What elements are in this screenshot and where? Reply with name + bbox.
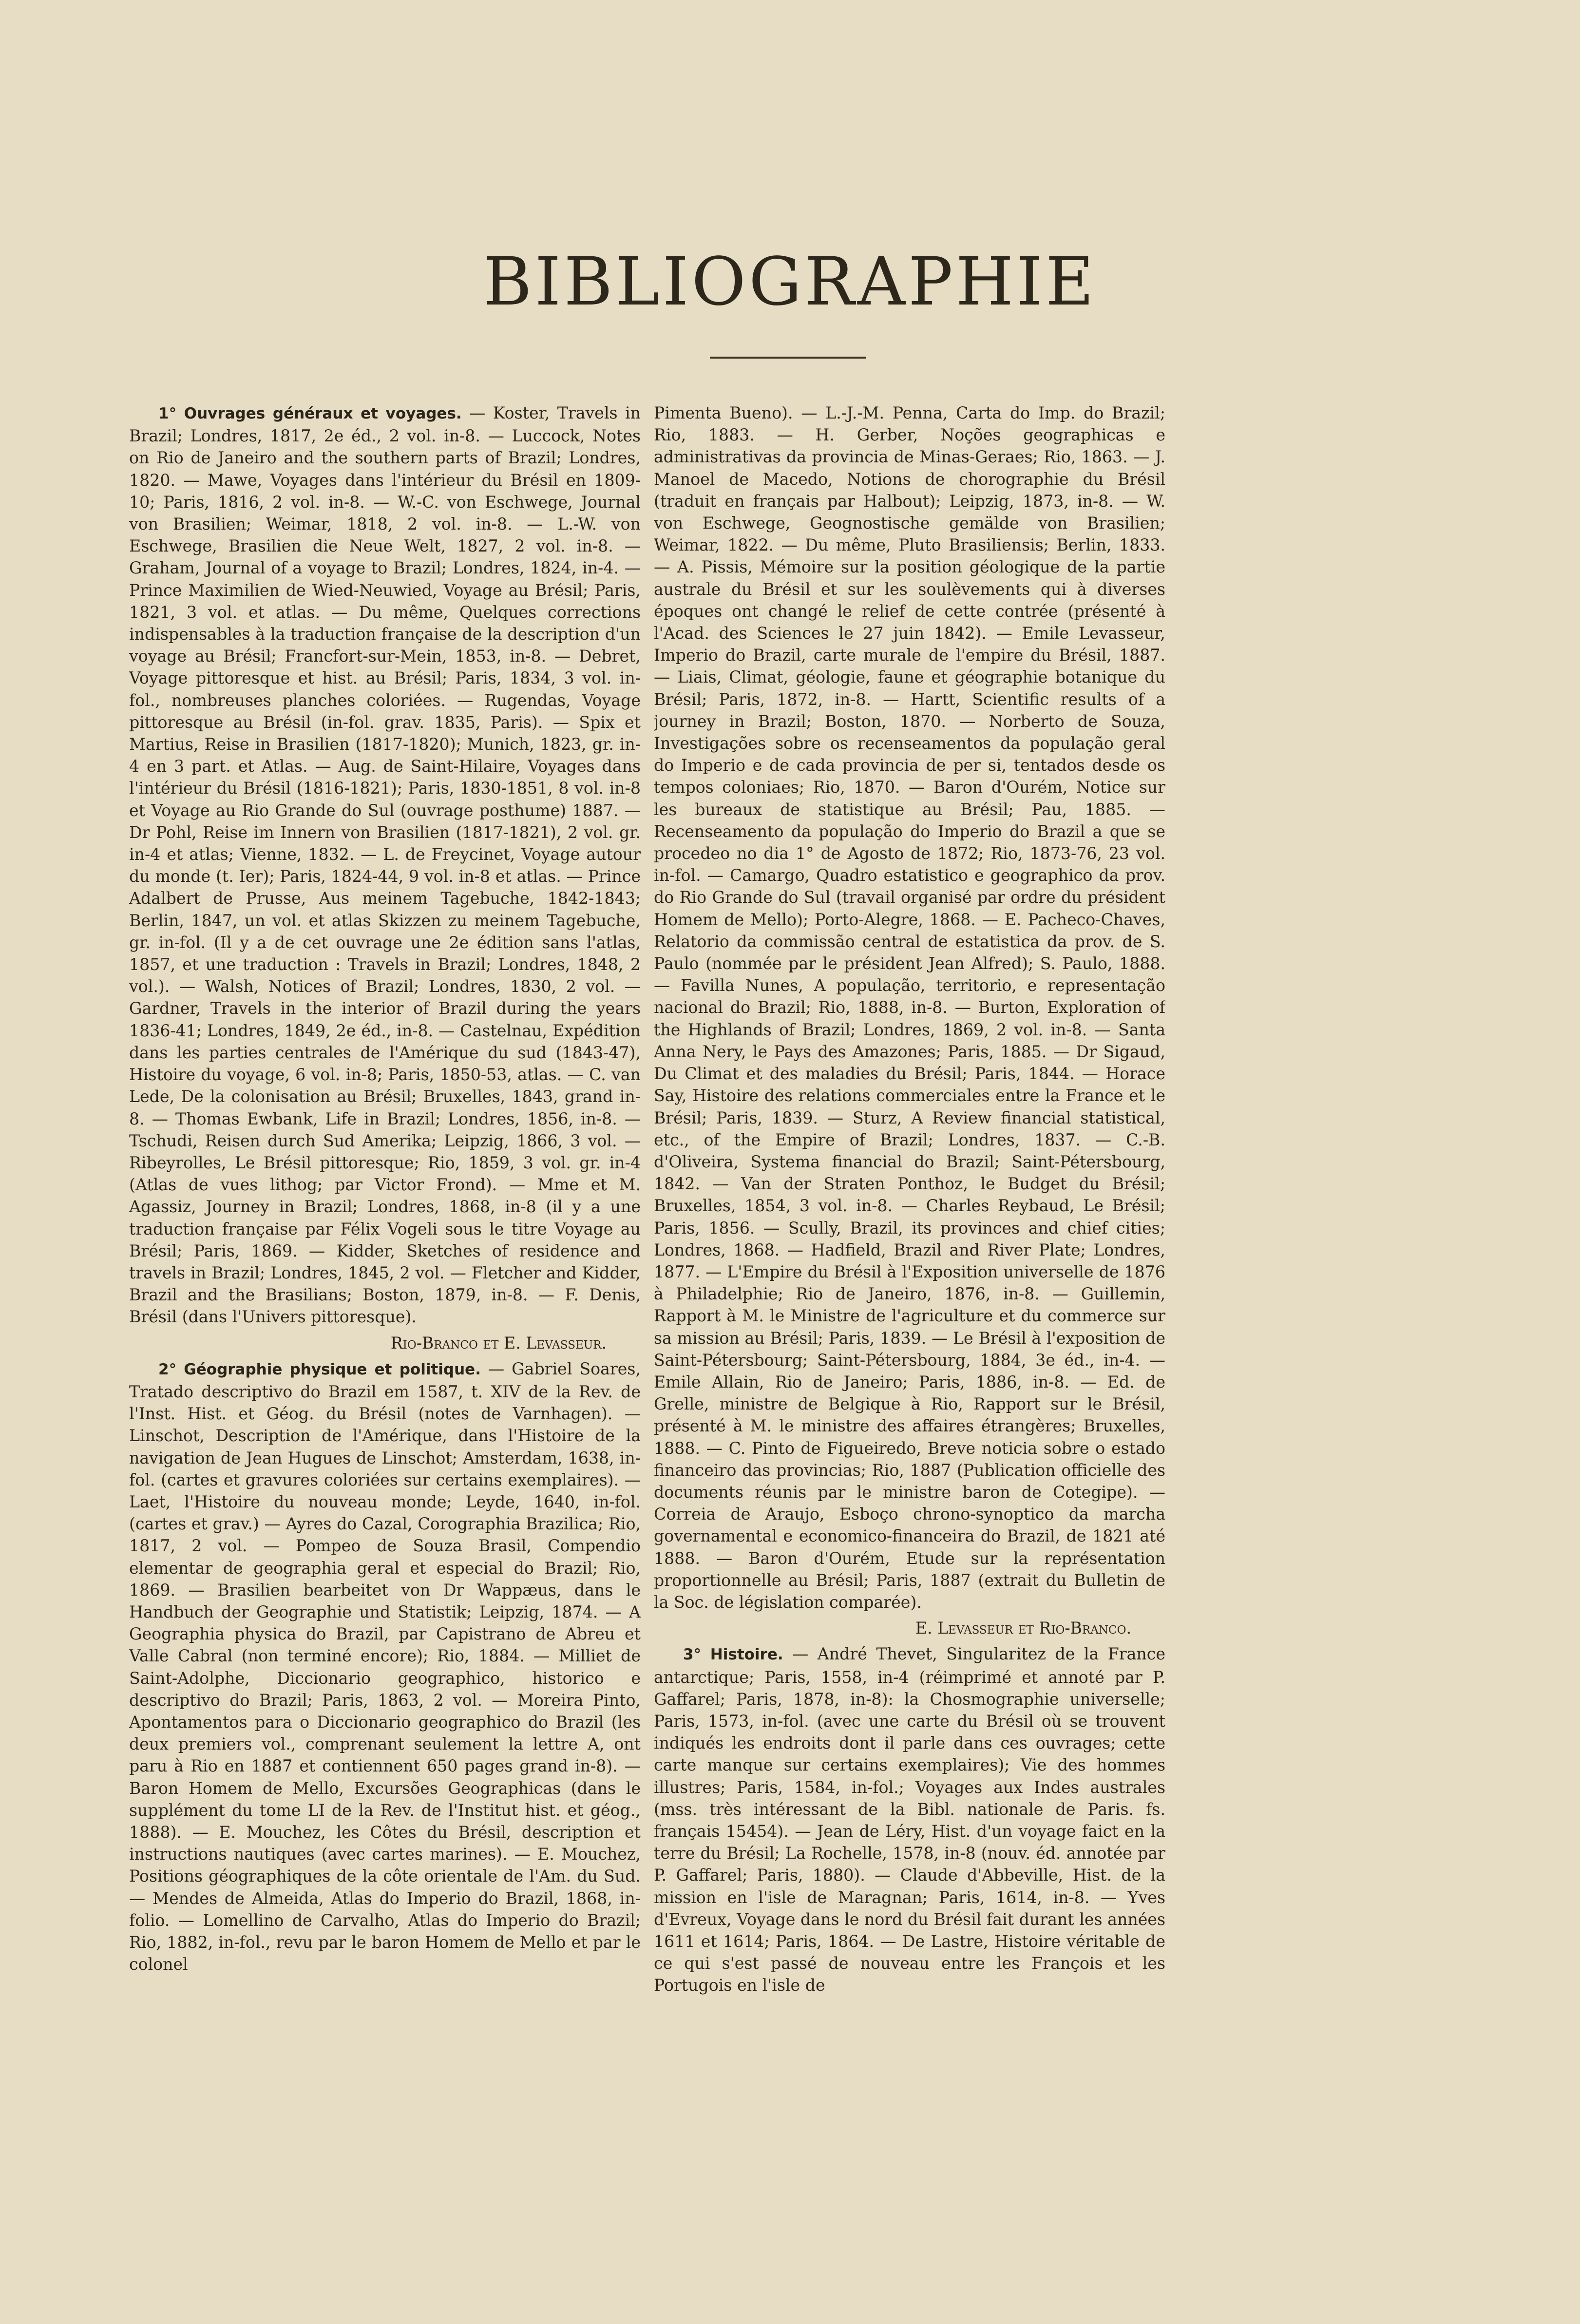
section-2-heading: 2° Géographie physique et politique. <box>158 1360 481 1378</box>
section-1-signature: Rio-Branco et E. Levasseur. <box>390 1333 607 1352</box>
section-2-continued: Pimenta Bueno). — L.-J.-M. Penna, Carta do Imp. do Brazil; Rio, 1883. — H. Gerber, Noções geographicas e administrativas da provincia de Minas-Geraes; Rio, 1863. — J. Manoel de Macedo, Notions de chorographie du Brésil (traduit en français par Halbout); Leipzig, 1873, in-8. — W. von Eschwege, Geognostische gemälde von Brasilien; Weimar, 1822. — Du même, Pluto Brasiliensis; Berlin, 1833. — A. Pissis, Mémoire sur la position géologique de la partie australe du Brésil et sur les soulèvements qui à diverses époques ont changé le relief de cette contrée (présenté à l'Acad. des Sciences le 27 juin 1842). — Emile Levasseur, Imperio do Brazil, carte murale de l'empire du Brésil, 1887. — Liais, Climat, géologie, faune et géographie botanique du Brésil; Paris, 1872, in-8. — Hartt, Scientific results of a journey in Brazil; Boston, 1870. — Norberto de Souza, Investigações sobre os recenseamentos da população geral do Imperio e de cada provincia de per si, tentados desde os tempos coloniaes; Rio, 1870. — Baron d'Ourém, Notice sur les bureaux de statistique au Brésil; Pau, 1885. — Recenseamento da população do Imperio do Brazil a que se procedeo no dia 1° de Agosto de 1872; Rio, 1873-76, 23 vol. in-fol. — Camargo, Quadro estatistico e geographico da prov. do Rio Grande do Sul (travail organisé par ordre du président Homem de Mello); Porto-Alegre, 1868. — E. Pacheco-Chaves, Relatorio da commissão central de estatistica da prov. de S. Paulo (nommée par le président Jean Alfred); S. Paulo, 1888. — Favilla Nunes, A população, territorio, e representação nacional do Brazil; Rio, 1888, in-8. — Burton, Exploration of the Highlands of Brazil; Londres, 1869, 2 vol. in-8. — Santa Anna Nery, le Pays des Amazones; Paris, 1885. — Dr Sigaud, Du Climat et des maladies du Brésil; Paris, 1844. — Horace Say, Histoire des relations commerciales entre la France et le Brésil; Paris, 1839. — Sturz, A Review financial statistical, etc., of the Empire of Brazil; Londres, 1837. — C.-B. d'Oliveira, Systema financial do Brazil; Saint-Pétersbourg, 1842. — Van der Straten Ponthoz, le Budget du Brésil; Bruxelles, 1854, 3 vol. in-8. — Charles Reybaud, Le Brésil; Paris, 1856. — Scully, Brazil, its provinces and chief cities; Londres, 1868. — Hadfield, Brazil and River Plate; Londres, 1877. — L'Empire du Brésil à l'Exposition universelle de 1876 à Philadelphie; Rio de Janeiro, 1876, in-8. — Guillemin, Rapport à M. le Ministre de l'agriculture et du commerce sur sa mission au Brésil; Paris, 1839. — Le Brésil à l'exposition de Saint-Pétersbourg; Saint-Pétersbourg, 1884, 3e éd., in-4. — Emile Allain, Rio de Janeiro; Paris, 1886, in-8. — Ed. de Grelle, ministre de Belgique à Rio, Rapport sur le Brésil, présenté à M. le ministre des affaires étrangères; Bruxelles, 1888. — C. Pinto de Figueiredo, Breve noticia sobre o estado financeiro das provincias; Rio, 1887 (Publication officielle des documents réunis par le ministre baron de Cotegipe). — Correia de Araujo, Esboço chrono-synoptico da marcha governamental e economico-financeira do Brazil, de 1821 até 1888. — Baron d'Ourém, Etude sur la représentation proportionnelle au Brésil; Paris, 1887 (extrait du Bulletin de la Soc. de législation comparée). <box>654 403 1165 1612</box>
right-column <box>654 402 1165 2263</box>
section-2-signature: E. Levasseur et Rio-Branco. <box>915 1619 1131 1638</box>
page-title: BIBLIOGRAPHIE <box>483 244 1097 321</box>
section-1 <box>129 402 641 1328</box>
section-2-body: — Gabriel Soares, Tratado descriptivo do Brazil em 1587, t. XIV de la Rev. de l'Inst. Hist. et Géog. du Brésil (notes de Varnhagen). — Linschot, Description de l'Amérique, dans l'Histoire de la navigation de Jean Hugues de Linschot; Amsterdam, 1638, in-fol. (cartes et gravures coloriées sur certains exemplaires). — Laet, l'Histoire du nouveau monde; Leyde, 1640, in-fol. (cartes et grav.) — Ayres do Cazal, Corographia Brazilica; Rio, 1817, 2 vol. — Pompeo de Souza Brasil, Compendio elementar de geographia geral et especial do Brazil; Rio, 1869. — Brasilien bearbeitet von Dr Wappæus, dans le Handbuch der Geographie und Statistik; Leipzig, 1874. — A Geographia physica do Brazil, par Capistrano de Abreu et Valle Cabral (non terminé encore); Rio, 1884. — Milliet de Saint-Adolphe, Diccionario geographico, historico e descriptivo do Brazil; Paris, 1863, 2 vol. — Moreira Pinto, Apontamentos para o Diccionario geographico do Brazil (les deux premiers vol., comprenant seulement la lettre A, ont paru à Rio en 1887 et contiennent 650 pages grand in-8). — Baron Homem de Mello, Excursões Geographicas (dans le supplément du tome LI de la Rev. de l'Institut hist. et géog., 1888). — E. Mouchez, les Côtes du Brésil, description et instructions nautiques (avec cartes marines). — E. Mouchez, Positions géographiques de la côte orientale de l'Am. du Sud. — Mendes de Almeida, Atlas do Imperio do Brazil, 1868, in-folio. — Lomellino de Carvalho, Atlas do Imperio do Brazil; Rio, 1882, in-fol., revu par le baron Homem de Mello et par le colonel <box>129 1359 641 1974</box>
left-column <box>129 402 641 2263</box>
title-rule <box>710 357 866 359</box>
section-3-heading: 3° Histoire. <box>683 1646 783 1664</box>
section-1-heading: 1° Ouvrages généraux et voyages. <box>158 405 462 422</box>
section-3-body: — André Thevet, Singularitez de la France antarctique; Paris, 1558, in-4 (réimprimé et annoté par P. Gaffarel; Paris, 1878, in-8): la Chosmographie universelle; Paris, 1573, in-fol. (avec une carte du Brésil où se trouvent indiqués les endroits dont il parle dans ces ouvrages; cette carte manque sur certains exemplaires); Vie des hommes illustres; Paris, 1584, in-fol.; Voyages aux Indes australes (mss. très intéressant de la Bibl. nationale de Paris. fs. français 15454). — Jean de Léry, Hist. d'un voyage faict en la terre du Brésil; La Rochelle, 1578, in-8 (nouv. éd. annotée par P. Gaffarel; Paris, 1880). — Claude d'Abbeville, Hist. de la mission en l'isle de Maragnan; Paris, 1614, in-8. — Yves d'Evreux, Voyage dans le nord du Brésil fait durant les années 1611 et 1614; Paris, 1864. — De Lastre, Histoire véritable de ce qui s'est passé de nouveau entre les François et les Portugois en l'isle de <box>654 1644 1165 1995</box>
section-1-body: — Koster, Travels in Brazil; Londres, 1817, 2e éd., 2 vol. in-8. — Luccock, Notes on Rio de Janeiro and the southern parts of Brazil; Londres, 1820. — Mawe, Voyages dans l'intérieur du Brésil en 1809-10; Paris, 1816, 2 vol. in-8. — W.-C. von Eschwege, Journal von Brasilien; Weimar, 1818, 2 vol. in-8. — L.-W. von Eschwege, Brasilien die Neue Welt, 1827, 2 vol. in-8. — Graham, Journal of a voyage to Brazil; Londres, 1824, in-4. — Prince Maximilien de Wied-Neuwied, Voyage au Brésil; Paris, 1821, 3 vol. et atlas. — Du même, Quelques corrections indispensables à la traduction française de la description d'un voyage au Brésil; Francfort-sur-Mein, 1853, in-8. — Debret, Voyage pittoresque et hist. au Brésil; Paris, 1834, 3 vol. in-fol., nombreuses planches coloriées. — Rugendas, Voyage pittoresque au Brésil (in-fol. grav. 1835, Paris). — Spix et Martius, Reise in Brasilien (1817-1820); Munich, 1823, gr. in-4 en 3 part. et Atlas. — Aug. de Saint-Hilaire, Voyages dans l'intérieur du Brésil (1816-1821); Paris, 1830-1851, 8 vol. in-8 et Voyage au Rio Grande do Sul (ouvrage posthume) 1887. — Dr Pohl, Reise im Innern von Brasilien (1817-1821), 2 vol. gr. in-4 et atlas; Vienne, 1832. — L. de Freycinet, Voyage autour du monde (t. Ier); Paris, 1824-44, 9 vol. in-8 et atlas. — Prince Adalbert de Prusse, Aus meinem Tagebuche, 1842-1843; Berlin, 1847, un vol. et atlas Skizzen zu meinem Tagebuche, gr. in-fol. (Il y a de cet ouvrage une 2e édition sans l'atlas, 1857, et une traduction : Travels in Brazil; Londres, 1848, 2 vol.). — Walsh, Notices of Brazil; Londres, 1830, 2 vol. — Gardner, Travels in the interior of Brazil during the years 1836-41; Londres, 1849, 2e éd., in-8. — Castelnau, Expédition dans les parties centrales de l'Amérique du sud (1843-47), Histoire du voyage, 6 vol. in-8; Paris, 1850-53, atlas. — C. van Lede, De la colonisation au Brésil; Bruxelles, 1843, grand in-8. — Thomas Ewbank, Life in Brazil; Londres, 1856, in-8. — Tschudi, Reisen durch Sud Amerika; Leipzig, 1866, 3 vol. — Ribeyrolles, Le Brésil pittoresque; Rio, 1859, 3 vol. gr. in-4 (Atlas de vues lithog; par Victor Frond). — Mme et M. Agassiz, Journey in Brazil; Londres, 1868, in-8 (il y a une traduction française par Félix Vogeli sous le titre Voyage au Brésil; Paris, 1869. — Kidder, Sketches of residence and travels in Brazil; Londres, 1845, 2 vol. — Fletcher and Kidder, Brazil and the Brasilians; Boston, 1879, in-8. — F. Denis, Brésil (dans l'Univers pittoresque). <box>129 403 641 1327</box>
section-3 <box>654 1643 1165 1996</box>
section-2 <box>129 1358 641 1976</box>
